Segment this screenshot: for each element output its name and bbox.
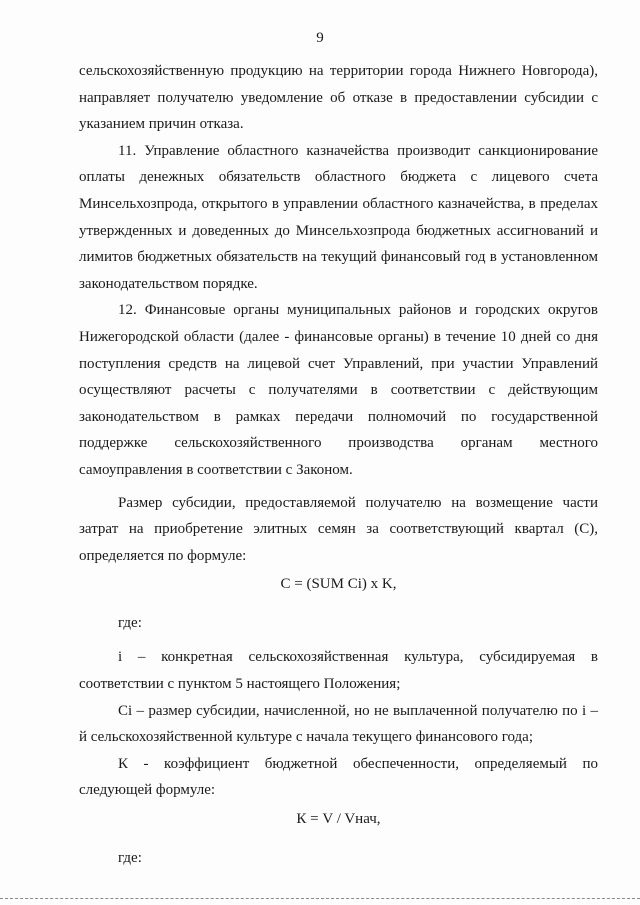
paragraph-subsidy-size: Размер субсидии, предоставляемой получателю на возмещение части затрат на приобретение элитных семян за соответствующий квартал (С), определяется по формуле: [79, 494, 598, 564]
paragraph-11: 11. Управление областного казначейства производит санкционирование оплаты денежных обязательств областного бюджета с лицевого счета Минсельхозпрода, открытого в управлении областного казначейства, в пределах утвержденных и доведенных до Минсельхозпрода бюджетных ассигнований и лимитов бюджетных обязательств на текущий финансовый год в установленном законодательством порядке. [79, 142, 598, 292]
document-body [79, 58, 598, 879]
scan-edge-line [0, 898, 640, 899]
definition-ci: Сi – размер субсидии, начисленной, но не выплаченной получателю по i – й сельскохозяйственной культуре с начала текущего финансового года; [79, 702, 598, 746]
where-label-1: где: [118, 614, 142, 631]
definition-k: К - коэффициент бюджетной обеспеченности, определяемый по следующей формуле: [79, 755, 598, 799]
where-label-2: где: [118, 849, 142, 866]
paragraph-continuation: сельскохозяйственную продукцию на территории города Нижнего Новгорода), направляет получателю уведомление об отказе в предоставлении субсидии с указанием причин отказа. [79, 63, 598, 133]
formula-coefficient: К = V / Vнач, [296, 811, 381, 828]
formula-subsidy: С = (SUM Ci) x K, [280, 576, 397, 593]
definition-i: i – конкретная сельскохозяйственная культура, субсидируемая в соответствии с пунктом 5 настоящего Положения; [79, 649, 598, 693]
paragraph-12: 12. Финансовые органы муниципальных районов и городских округов Нижегородской области (далее - финансовые органы) в течение 10 дней со дня поступления средств на лицевой счет Управлений, при участии Управлений осуществляют расчеты с получателями в соответствии с действующим законодательством в рамках передачи полномочий по государственной поддержке сельскохозяйственного производства органам местного самоуправления в соответствии с Законом. [79, 302, 598, 478]
page-number: 9 [316, 30, 324, 46]
